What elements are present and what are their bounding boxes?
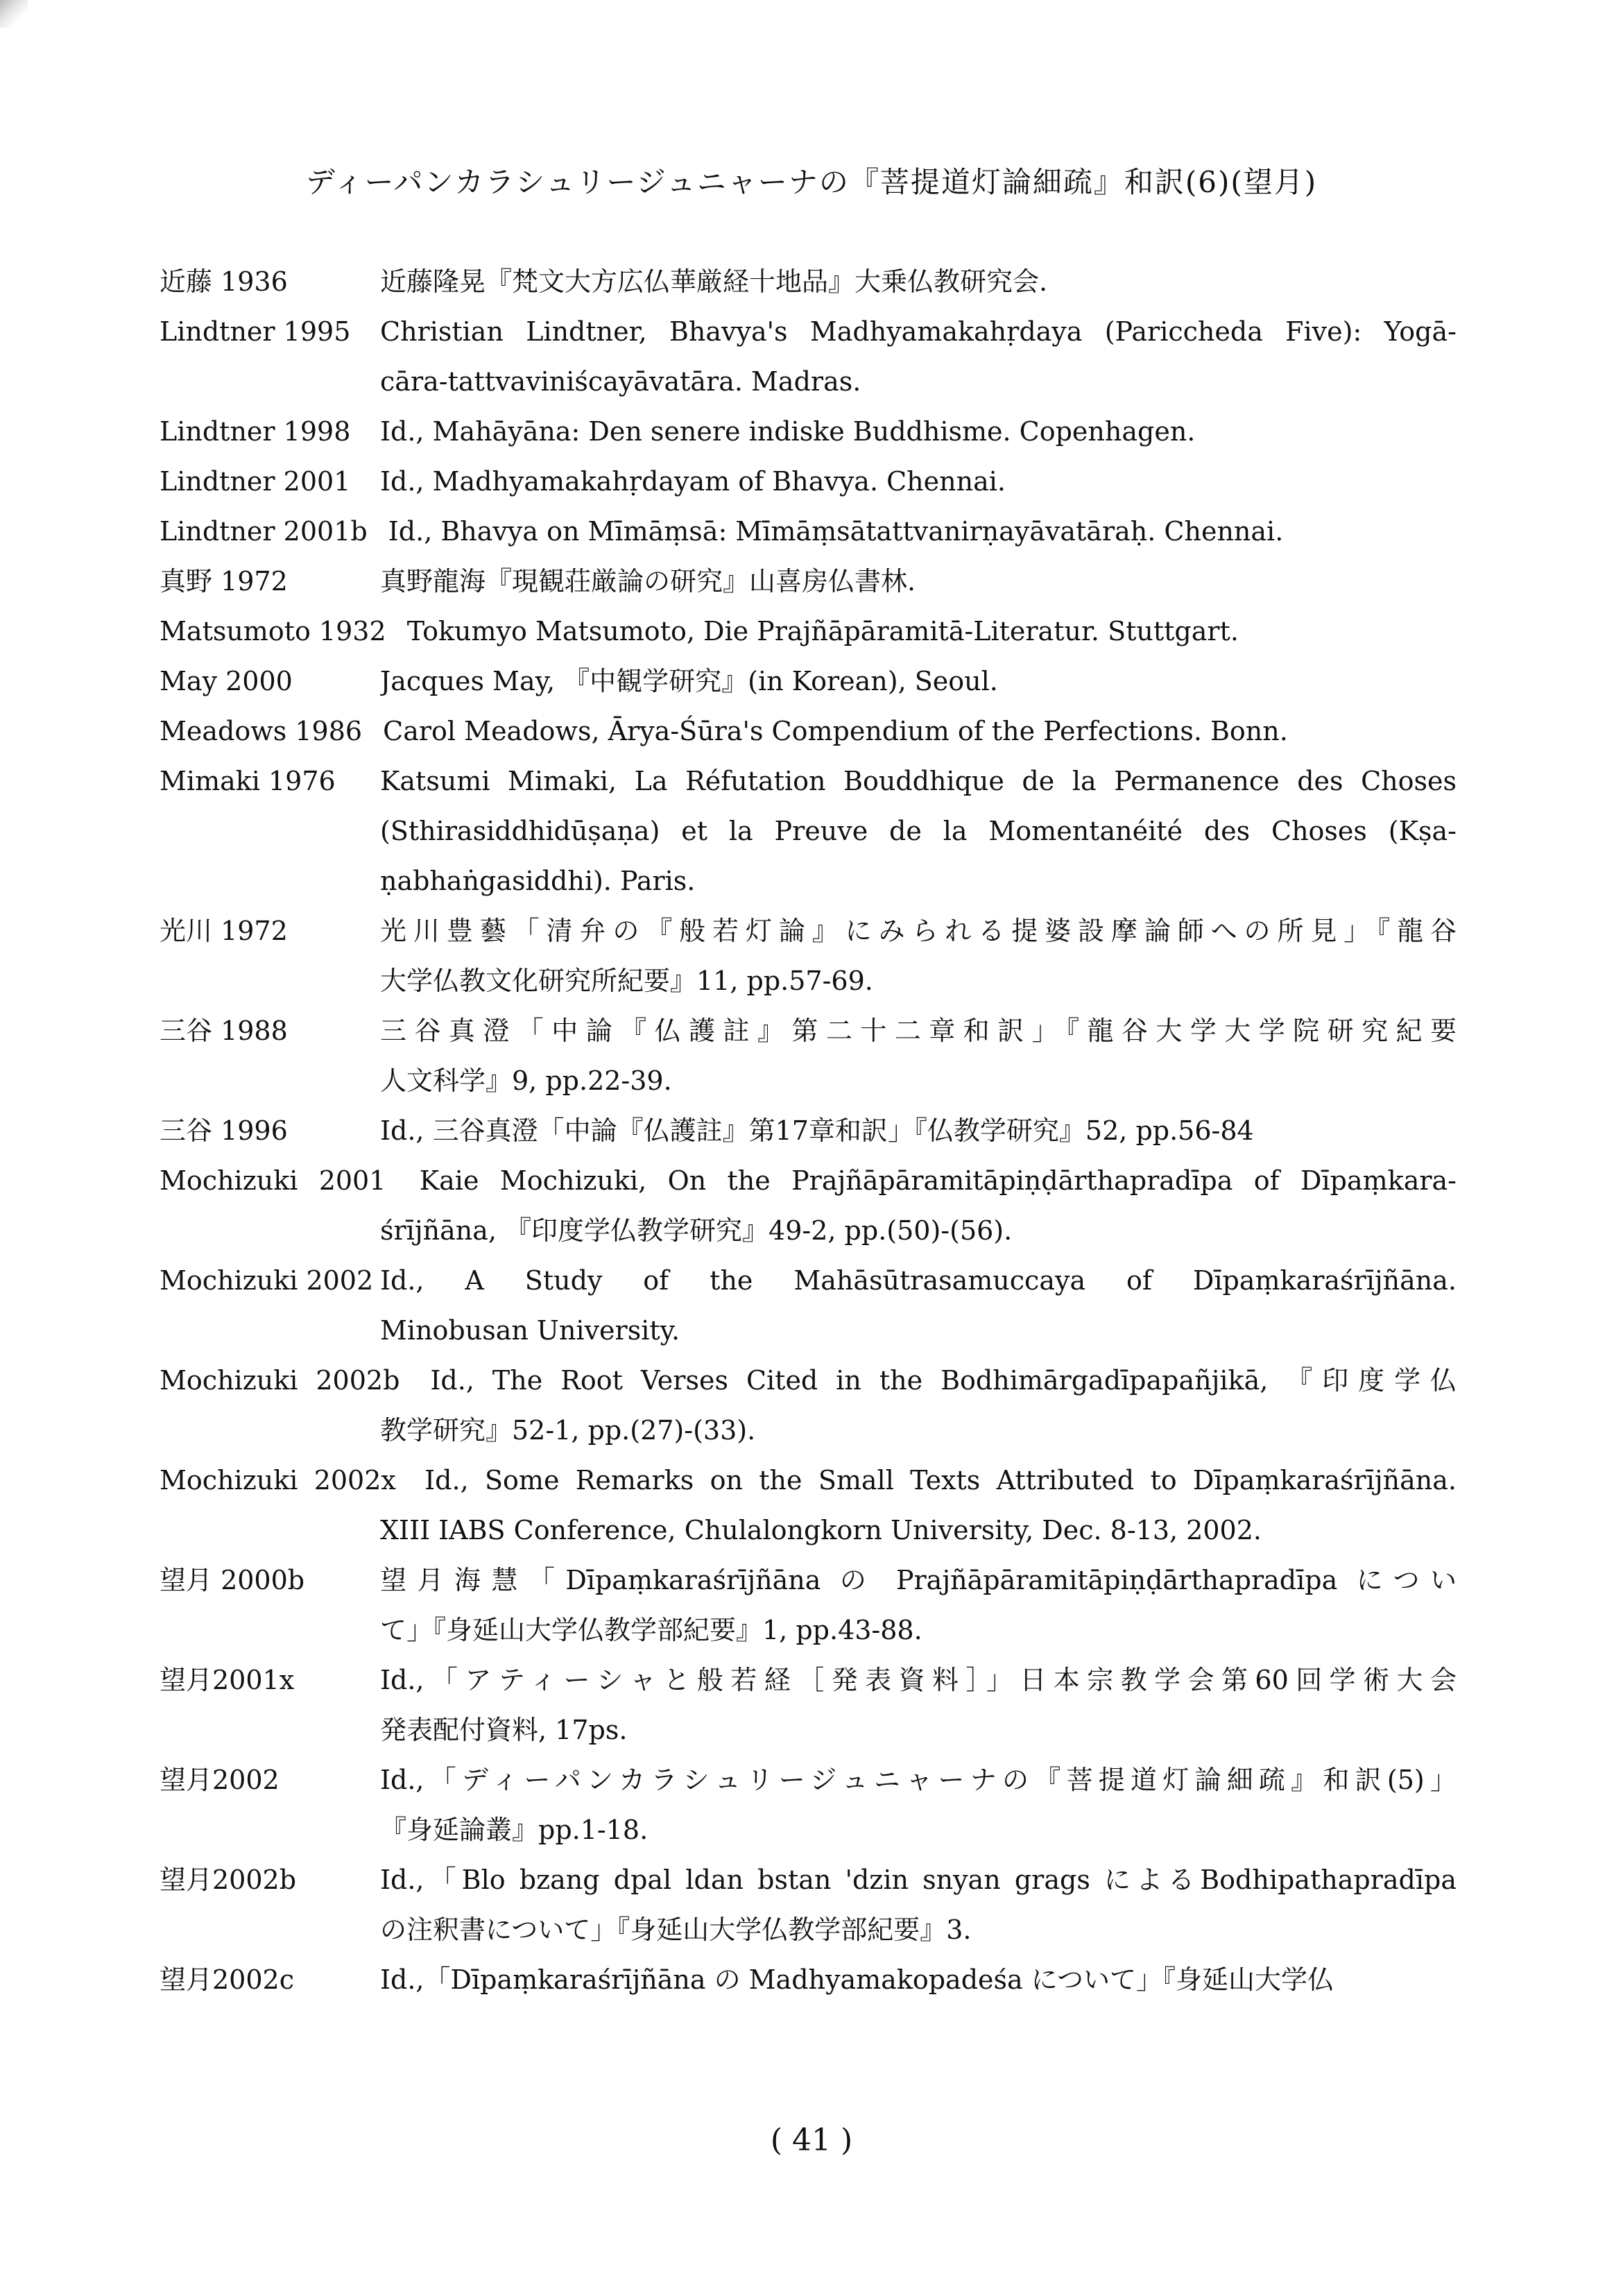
entry-line: śrījñāna, 『印度学仏教学研究』49-2, pp.(50)-(56). [380,1215,1013,1246]
entry-key: 望月2001x [160,1665,295,1695]
bibliography-entry [160,1955,1457,2005]
bibliography-entry [160,1256,1457,1355]
entry-line: て」『身延山大学仏教学部紀要』1, pp.43-88. [380,1615,922,1645]
entry-key: Lindtner 2001 [160,466,351,497]
entry-line: Id.,「アティーシャと般若経［発表資料］」日本宗教学会第60回学術大会 [380,1665,1457,1695]
entry-line: Minobusan University. [380,1315,680,1346]
entry-line: 三谷真澄「中論『仏護註』第二十二章和訳」『龍谷大学大学院研究紀要 [380,1016,1457,1046]
entry-line: Carol Meadows, Ārya-Śūra's Compendium of the Perfections. Bonn. [375,716,1288,746]
entry-line: 大学仏教文化研究所紀要』11, pp.57-69. [380,966,873,996]
entry-line: Id.,「Blo bzang dpal ldan bstan 'dzin snyan grags によるBodhipathapradīpa [380,1865,1457,1895]
entry-key: Mochizuki 2001 [160,1165,386,1196]
entry-key: 真野 1972 [160,566,288,597]
entry-key: 三谷 1988 [160,1016,288,1046]
bibliography-entry [160,406,1457,456]
bibliography-entry [160,556,1457,606]
entry-key: 光川 1972 [160,916,288,946]
bibliography-entry [160,1855,1457,1955]
entry-line: 真野龍海『現観荘厳論の研究』山喜房仏書林. [380,566,916,597]
entry-key: Lindtner 2001b [160,516,368,547]
entry-key: Matsumoto 1932 [160,616,386,646]
entry-line: cāra-tattvaviniścayāvatāra. Madras. [380,366,861,397]
entry-line: の注釈書について」『身延山大学仏教学部紀要』3. [380,1914,972,1945]
entry-line: 『身延論叢』pp.1-18. [380,1815,649,1845]
entry-key: Lindtner 1998 [160,416,351,447]
bibliography-list [160,257,1457,2005]
entry-line: Id., Bhavya on Mīmāṃsā: Mīmāṃsātattvanirṇayāvatāraḥ. Chennai. [379,516,1284,547]
entry-key: 望月2002c [160,1964,294,1995]
bibliography-entry [160,656,1457,706]
bibliography-entry [160,906,1457,1006]
entry-line: ṇabhaṅgasiddhi). Paris. [380,866,696,896]
bibliography-entry [160,756,1457,906]
bibliography-entry [160,1006,1457,1106]
bibliography-entry [160,456,1457,506]
entry-line: Id., A Study of the Mahāsūtrasamuccaya of Dīpaṃkaraśrījñāna. [380,1265,1457,1296]
entry-line: Katsumi Mimaki, La Réfutation Bouddhique de la Permanence des Choses [380,766,1457,796]
bibliography-entry [160,706,1457,756]
entry-key: Lindtner 1995 [160,316,351,347]
scan-corner-artifact [0,0,28,28]
entry-line: Id.,「ディーパンカラシュリージュニャーナの『菩提道灯論細疏』和訳(5)」 [380,1765,1457,1795]
entry-line: 光川豊藝「清弁の『般若灯論』にみられる提婆設摩論師への所見」『龍谷 [380,916,1457,946]
entry-line: 人文科学』9, pp.22-39. [380,1065,672,1096]
entry-line: 発表配付資料, 17ps. [380,1715,628,1745]
entry-line: XIII IABS Conference, Chulalongkorn University, Dec. 8-13, 2002. [380,1515,1262,1545]
running-header: ディーパンカラシュリージュニャーナの『菩提道灯論細疏』和訳(6)(望月) [305,165,1318,199]
entry-key: 三谷 1996 [160,1115,288,1146]
entry-line: Id., Some Remarks on the Small Texts Attributed to Dīpaṃkaraśrījñāna. [408,1465,1457,1496]
entry-line: Id., Mahāyāna: Den senere indiske Buddhisme. Copenhagen. [380,416,1196,447]
entry-key: Meadows 1986 [160,716,363,746]
bibliography-entry [160,1755,1457,1855]
entry-line: Tokumyo Matsumoto, Die Prajñāpāramitā-Literatur. Stuttgart. [398,616,1239,646]
entry-line: Kaie Mochizuki, On the Prajñāpāramitāpiṇḍārthapradīpa of Dīpaṃkara- [398,1165,1457,1196]
bibliography-entry [160,307,1457,406]
entry-line: 近藤隆晃『梵文大方広仏華厳経十地品』大乗仏教研究会. [380,266,1048,297]
bibliography-entry [160,506,1457,556]
entry-line: Christian Lindtner, Bhavya's Madhyamakahṛdaya (Pariccheda Five): Yogā- [380,316,1457,347]
entry-key: 近藤 1936 [160,266,288,297]
bibliography-entry [160,1156,1457,1256]
entry-line: Id., The Root Verses Cited in the Bodhimārgadīpapañjikā, 『印度学仏 [412,1365,1457,1396]
entry-key: 望月2002 [160,1765,280,1795]
entry-key: Mochizuki 2002b [160,1365,400,1396]
entry-key: Mimaki 1976 [160,766,336,796]
bibliography-entry [160,1355,1457,1455]
entry-line: 望月海慧「Dīpaṃkaraśrījñāna の Prajñāpāramitāpiṇḍārthapradīpa につい [380,1565,1457,1595]
page-number: ( 41 ) [770,2123,853,2158]
entry-line: Id., Madhyamakahṛdayam of Bhavya. Chennai. [380,466,1006,497]
bibliography-entry [160,1555,1457,1655]
entry-key: 望月2002b [160,1865,297,1895]
entry-line: Jacques May, 『中観学研究』(in Korean), Seoul. [380,666,998,696]
entry-key: Mochizuki 2002 [160,1265,374,1296]
entry-line: 教学研究』52-1, pp.(27)-(33). [380,1415,756,1446]
entry-key: May 2000 [160,666,293,696]
bibliography-entry [160,1655,1457,1755]
bibliography-entry [160,257,1457,307]
bibliography-entry [160,606,1457,656]
bibliography-entry [160,1106,1457,1156]
entry-line: (Sthirasiddhidūṣaṇa) et la Preuve de la Momentanéité des Choses (Kṣa- [380,816,1457,846]
bibliography-entry [160,1455,1457,1555]
entry-line: Id.,「Dīpaṃkaraśrījñāna の Madhyamakopadeśa について」『身延山大学仏 [380,1964,1334,1995]
entry-key: 望月 2000b [160,1565,305,1595]
entry-line: Id., 三谷真澄「中論『仏護註』第17章和訳」『仏教学研究』52, pp.56-84 [380,1115,1254,1146]
entry-key: Mochizuki 2002x [160,1465,396,1496]
